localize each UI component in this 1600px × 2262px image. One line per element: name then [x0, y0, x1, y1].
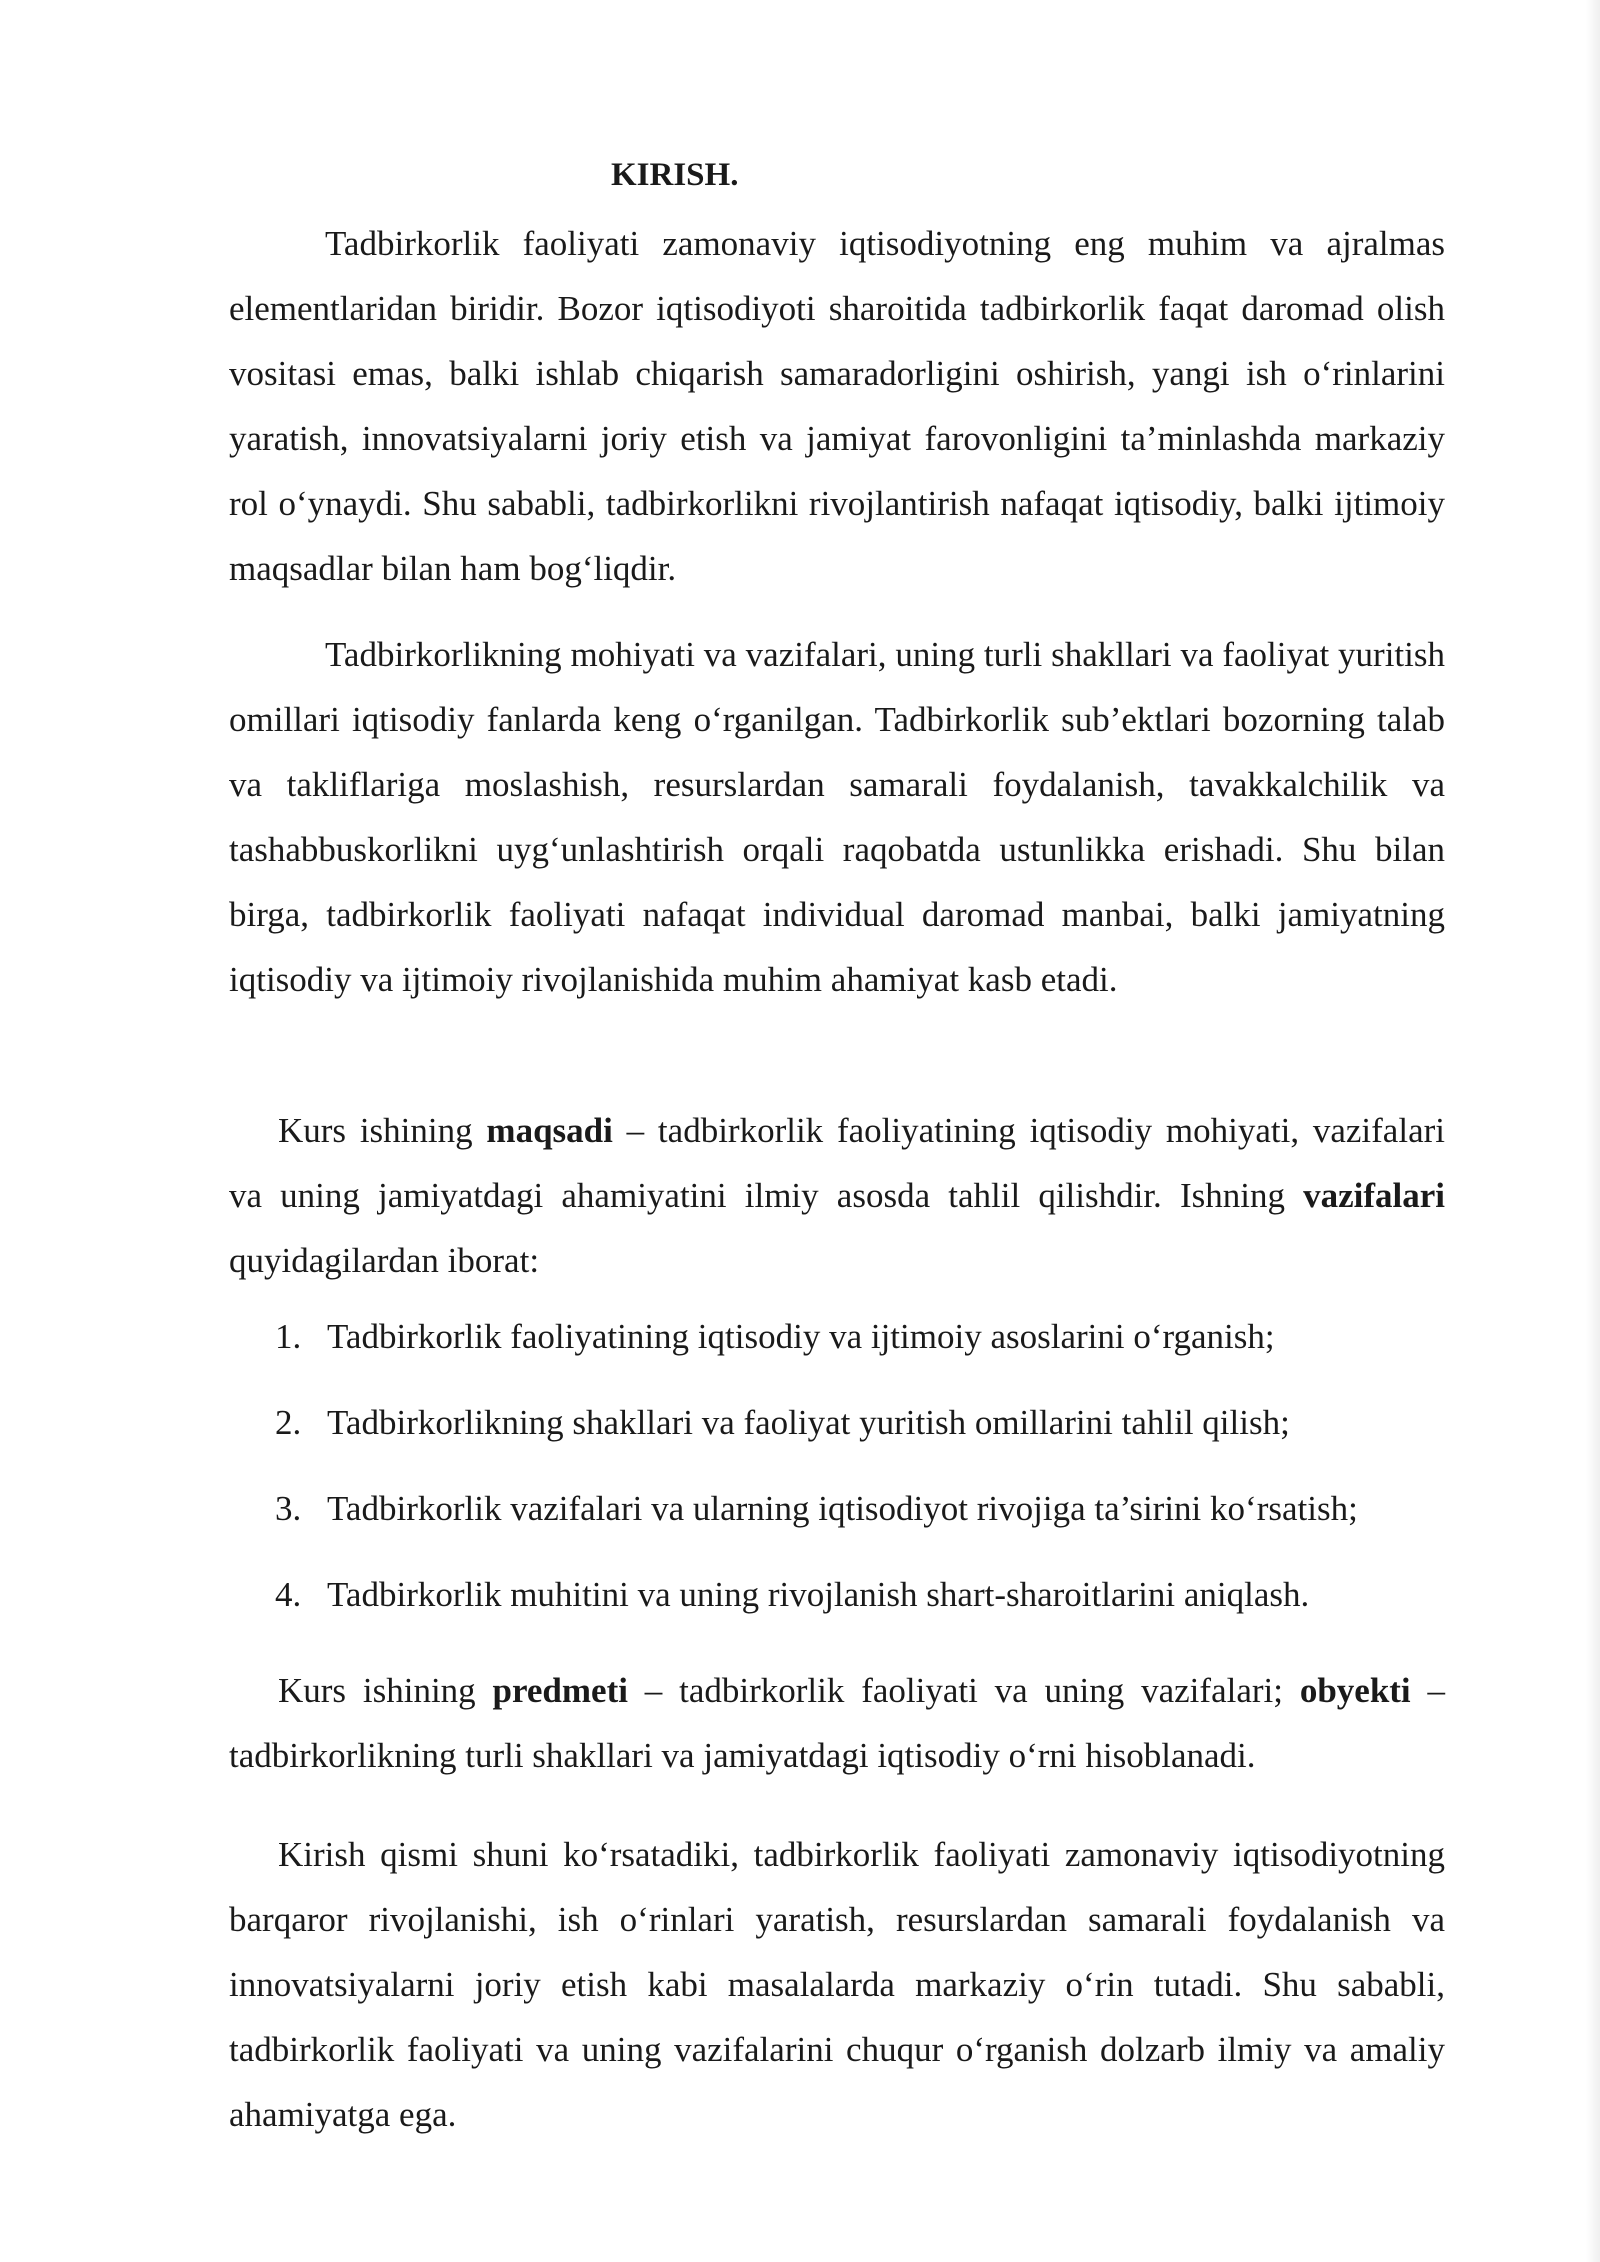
page-edge-shadow [1586, 0, 1600, 2262]
conclusion-paragraph: Kirish qismi shuni ko‘rsatadiki, tadbirkorlik faoliyati zamonaviy iqtisodiyotning barqaror rivojlanishi, ish o‘rinlari yaratish, resurslardan samarali foydalanish va innovatsiyalarni joriy etish kabi masalalarda markaziy o‘rin tutadi. Shu sababli, tadbirkorlik faoliyati va uning vazifalarini chuqur o‘rganish dolzarb ilmiy va amaliy ahamiyatga ega. [229, 1835, 1445, 2134]
list-item [275, 1486, 1358, 1572]
subject-text-c: – tadbirkorlik faoliyati va uning vazifalari; [627, 1671, 1300, 1710]
subject-keyword: predmeti [492, 1671, 628, 1710]
subject-text-d: – tadbirkorlikning turli shakllari va jamiyatdagi iqtisodiy o‘rni hisoblanadi. [229, 1671, 1446, 1775]
list-item-number: 2. [275, 1403, 302, 1442]
list-item-number: 4. [275, 1575, 302, 1614]
goal-text-c: – tadbirkorlik faoliyatining iqtisodiy mohiyati, vazifalari va uning jamiyatdagi ahamiyatini ilmiy asosda tahlil qilishdir. Ishning [229, 1111, 1445, 1215]
goal-text-d: quyidagilardan iborat: [229, 1241, 540, 1280]
list-item-number: 1. [275, 1317, 302, 1356]
tasks-list [275, 1314, 1358, 1658]
list-item [275, 1572, 1358, 1658]
list-item-text: Tadbirkorlik vazifalari va ularning iqtisodiyot rivojiga ta’sirini ko‘rsatish; [327, 1489, 1358, 1528]
tasks-keyword: vazifalari [1303, 1176, 1445, 1215]
intro-paragraph-2: Tadbirkorlikning mohiyati va vazifalari, uning turli shakllari va faoliyat yuritish omillari iqtisodiy fanlarda keng o‘rganilgan. Tadbirkorlik sub’ektlari bozorning talab va takliflariga moslashish, resurslardan samarali foydalanish, tavakkalchilik va tashabbuskorlikni uyg‘unlashtirish orqali raqobatda ustunlikka erishadi. Shu bilan birga, tadbirkorlik faoliyati nafaqat individual daromad manbai, balki jamiyatning iqtisodiy va ijtimoiy rivojlanishida muhim ahamiyat kasb etadi. [229, 635, 1445, 999]
list-item-text: Tadbirkorlik faoliyatining iqtisodiy va ijtimoiy asoslarini o‘rganish; [327, 1317, 1275, 1356]
list-item-text: Tadbirkorlikning shakllari va faoliyat yuritish omillarini tahlil qilish; [327, 1403, 1290, 1442]
list-item-number: 3. [275, 1489, 302, 1528]
goal-keyword: maqsadi [486, 1111, 613, 1150]
intro-paragraph-1: Tadbirkorlik faoliyati zamonaviy iqtisodiyotning eng muhim va ajralmas elementlaridan biridir. Bozor iqtisodiyoti sharoitida tadbirkorlik faqat daromad olish vositasi emas, balki ishlab chiqarish samaradorligini oshirish, yangi ish o‘rinlarini yaratish, innovatsiyalarni joriy etish va jamiyat farovonligini ta’minlashda markaziy rol o‘ynaydi. Shu sababli, tadbirkorlikni rivojlantirish nafaqat iqtisodiy, balki ijtimoiy maqsadlar bilan ham bog‘liqdir. [229, 224, 1445, 588]
section-heading: KIRISH. [611, 157, 739, 193]
list-item-text: Tadbirkorlik muhitini va uning rivojlanish shart-sharoitlarini aniqlash. [327, 1575, 1310, 1614]
subject-text-a: Kurs ishining [278, 1671, 493, 1710]
object-keyword: obyekti [1299, 1671, 1411, 1710]
goal-text-a: Kurs ishining [278, 1111, 487, 1150]
goal-paragraph [229, 1098, 1445, 1293]
subject-object-paragraph [229, 1658, 1445, 1788]
list-item [275, 1400, 1358, 1486]
list-item [275, 1314, 1358, 1400]
